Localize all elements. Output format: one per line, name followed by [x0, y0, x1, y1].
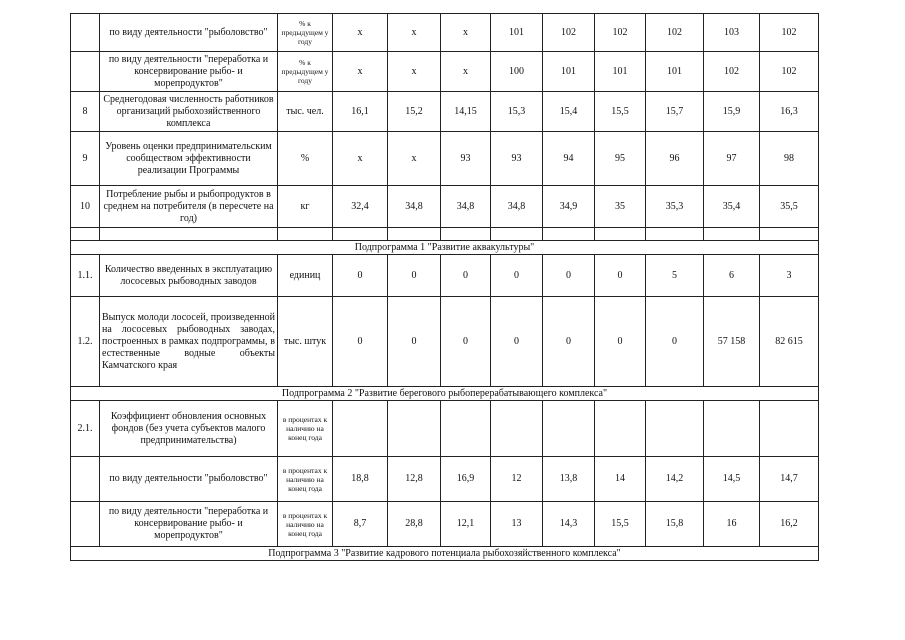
row-number [71, 457, 100, 502]
value-cell: 15,5 [595, 502, 646, 547]
value-cell: 14,5 [704, 457, 760, 502]
indicator-name: по виду деятельности "переработка и консервирование рыбо- и морепродуктов" [100, 52, 278, 92]
value-cell: 102 [704, 52, 760, 92]
value-cell: 12,8 [388, 457, 441, 502]
value-cell: 102 [646, 14, 704, 52]
value-cell: 94 [543, 132, 595, 186]
indicators-table-body [71, 14, 819, 561]
indicator-name: Среднегодовая численность работников организаций рыбохозяйственного комплекса [100, 92, 278, 132]
value-cell: 93 [491, 132, 543, 186]
value-cell: 100 [491, 52, 543, 92]
value-cell: 0 [388, 255, 441, 297]
table-row [71, 14, 819, 52]
table-row [71, 52, 819, 92]
value-cell: 35,3 [646, 186, 704, 228]
value-cell: 14 [595, 457, 646, 502]
indicator-name: Количество введенных в эксплуатацию лососевых рыбоводных заводов [100, 255, 278, 297]
value-cell: 16,3 [760, 92, 819, 132]
value-cell: 0 [441, 297, 491, 387]
indicators-table [70, 13, 819, 561]
value-cell: 13,8 [543, 457, 595, 502]
empty-cell [100, 228, 278, 241]
value-cell: 15,4 [543, 92, 595, 132]
empty-cell [646, 228, 704, 241]
value-cell: 102 [760, 14, 819, 52]
value-cell: 3 [760, 255, 819, 297]
value-cell: x [388, 52, 441, 92]
value-cell: 0 [441, 255, 491, 297]
value-cell: x [441, 52, 491, 92]
value-cell: 57 158 [704, 297, 760, 387]
value-cell [441, 401, 491, 457]
value-cell: 15,8 [646, 502, 704, 547]
value-cell: 101 [543, 52, 595, 92]
unit-cell: в процентах к наличию на конец года [278, 502, 333, 547]
unit-cell: % к предыдущем у году [278, 14, 333, 52]
empty-cell [760, 228, 819, 241]
indicator-name: Уровень оценки предпринимательским сообществом эффективности реализации Программы [100, 132, 278, 186]
value-cell: 101 [595, 52, 646, 92]
value-cell: 16 [704, 502, 760, 547]
value-cell [595, 401, 646, 457]
value-cell: 34,9 [543, 186, 595, 228]
row-number [71, 14, 100, 52]
value-cell: 15,2 [388, 92, 441, 132]
value-cell: 0 [595, 255, 646, 297]
value-cell: 15,7 [646, 92, 704, 132]
unit-cell: кг [278, 186, 333, 228]
indicator-name: по виду деятельности "рыболовство" [100, 457, 278, 502]
value-cell: 93 [441, 132, 491, 186]
value-cell: 101 [646, 52, 704, 92]
empty-cell [704, 228, 760, 241]
subprogram-title: Подпрограмма 1 "Развитие аквакультуры" [71, 241, 819, 255]
unit-cell: в процентах к наличию на конец года [278, 401, 333, 457]
value-cell: 0 [595, 297, 646, 387]
table-row [71, 132, 819, 186]
subprogram-row [71, 387, 819, 401]
value-cell [646, 401, 704, 457]
value-cell: 34,8 [491, 186, 543, 228]
subprogram-title: Подпрограмма 2 "Развитие берегового рыбоперерабатывающего комплекса" [71, 387, 819, 401]
value-cell [704, 401, 760, 457]
subprogram-row [71, 547, 819, 561]
value-cell: 16,2 [760, 502, 819, 547]
value-cell: 101 [491, 14, 543, 52]
table-row [71, 457, 819, 502]
value-cell: 0 [491, 255, 543, 297]
value-cell: 102 [760, 52, 819, 92]
value-cell: 97 [704, 132, 760, 186]
value-cell: 13 [491, 502, 543, 547]
row-number [71, 502, 100, 547]
value-cell: 34,8 [388, 186, 441, 228]
row-number: 8 [71, 92, 100, 132]
value-cell: 34,8 [441, 186, 491, 228]
value-cell: 35,4 [704, 186, 760, 228]
table-row [71, 401, 819, 457]
value-cell: 0 [543, 255, 595, 297]
empty-cell [278, 228, 333, 241]
value-cell: 0 [491, 297, 543, 387]
empty-row [71, 228, 819, 241]
value-cell: x [333, 132, 388, 186]
row-number: 2.1. [71, 401, 100, 457]
table-row [71, 186, 819, 228]
value-cell [760, 401, 819, 457]
row-number: 9 [71, 132, 100, 186]
row-number [71, 52, 100, 92]
indicator-name: Коэффициент обновления основных фондов (без учета субъектов малого предпринимательства) [100, 401, 278, 457]
value-cell: 16,1 [333, 92, 388, 132]
value-cell: 103 [704, 14, 760, 52]
value-cell: 0 [333, 297, 388, 387]
value-cell: 0 [543, 297, 595, 387]
value-cell: 12,1 [441, 502, 491, 547]
value-cell: 102 [543, 14, 595, 52]
indicator-name: Выпуск молоди лососей, произведенной на лососевых рыбоводных заводах, построенных в рамках подпрограммы, в естественные водные объекты Камчатского края [100, 297, 278, 387]
value-cell: 14,7 [760, 457, 819, 502]
table-row [71, 502, 819, 547]
value-cell: 15,5 [595, 92, 646, 132]
value-cell: 96 [646, 132, 704, 186]
value-cell: 14,3 [543, 502, 595, 547]
value-cell: 14,2 [646, 457, 704, 502]
value-cell: 5 [646, 255, 704, 297]
row-number: 1.1. [71, 255, 100, 297]
value-cell: 102 [595, 14, 646, 52]
value-cell: 28,8 [388, 502, 441, 547]
table-row [71, 297, 819, 387]
empty-cell [595, 228, 646, 241]
value-cell [543, 401, 595, 457]
indicator-name: по виду деятельности "переработка и консервирование рыбо- и морепродуктов" [100, 502, 278, 547]
value-cell: 18,8 [333, 457, 388, 502]
value-cell [491, 401, 543, 457]
value-cell: 15,9 [704, 92, 760, 132]
value-cell: 95 [595, 132, 646, 186]
empty-cell [441, 228, 491, 241]
row-number: 10 [71, 186, 100, 228]
value-cell: 8,7 [333, 502, 388, 547]
unit-cell: % [278, 132, 333, 186]
value-cell: 15,3 [491, 92, 543, 132]
value-cell: 14,15 [441, 92, 491, 132]
value-cell: 6 [704, 255, 760, 297]
value-cell: x [333, 52, 388, 92]
value-cell: 0 [646, 297, 704, 387]
subprogram-title: Подпрограмма 3 "Развитие кадрового потенциала рыбохозяйственного комплекса" [71, 547, 819, 561]
indicator-name: по виду деятельности "рыболовство" [100, 14, 278, 52]
value-cell: x [441, 14, 491, 52]
table-row [71, 92, 819, 132]
empty-cell [491, 228, 543, 241]
unit-cell: единиц [278, 255, 333, 297]
value-cell [333, 401, 388, 457]
value-cell: 35,5 [760, 186, 819, 228]
value-cell: x [388, 132, 441, 186]
value-cell [388, 401, 441, 457]
value-cell: 0 [388, 297, 441, 387]
value-cell: 0 [333, 255, 388, 297]
unit-cell: тыс. штук [278, 297, 333, 387]
value-cell: 98 [760, 132, 819, 186]
empty-cell [543, 228, 595, 241]
empty-cell [388, 228, 441, 241]
empty-cell [71, 228, 100, 241]
value-cell: 32,4 [333, 186, 388, 228]
unit-cell: тыс. чел. [278, 92, 333, 132]
unit-cell: % к предыдущем у году [278, 52, 333, 92]
value-cell: 82 615 [760, 297, 819, 387]
indicator-name: Потребление рыбы и рыбопродуктов в среднем на потребителя (в пересчете на год) [100, 186, 278, 228]
empty-cell [333, 228, 388, 241]
value-cell: x [333, 14, 388, 52]
unit-cell: в процентах к наличию на конец года [278, 457, 333, 502]
row-number: 1.2. [71, 297, 100, 387]
value-cell: 16,9 [441, 457, 491, 502]
value-cell: 12 [491, 457, 543, 502]
value-cell: x [388, 14, 441, 52]
table-row [71, 255, 819, 297]
value-cell: 35 [595, 186, 646, 228]
subprogram-row [71, 241, 819, 255]
